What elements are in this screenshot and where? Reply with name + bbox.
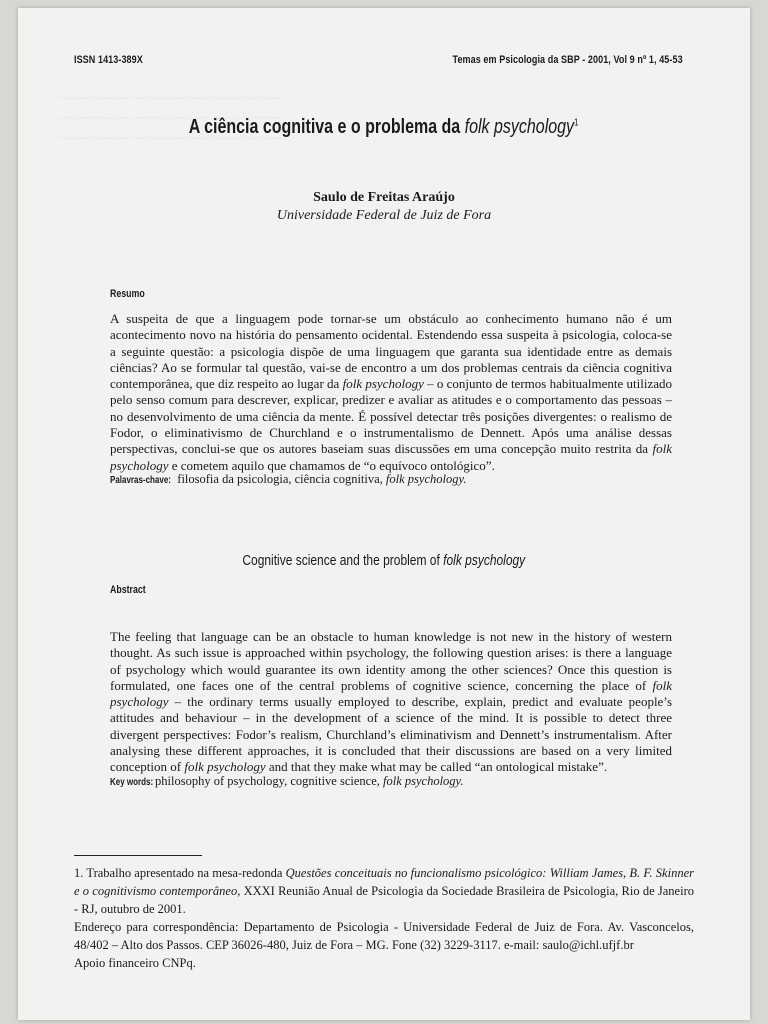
author-name: Saulo de Freitas Araújo bbox=[313, 190, 455, 205]
footnote-divider bbox=[74, 855, 202, 856]
footnote-funding: Apoio financeiro CNPq. bbox=[74, 956, 196, 970]
title-italic: folk psychology bbox=[465, 116, 575, 138]
resumo-heading: Resumo bbox=[110, 288, 145, 300]
english-title-main: Cognitive science and the problem of bbox=[242, 552, 441, 569]
footnote-correspondence: Endereço para correspondência: Departamento de Psicologia - Universidade Federal de Juiz de Fora. Av. Vasconcelos, 48/402 – Alto dos Passos. CEP 36026-480, Juiz de Fora – MG. Fone (32) 3229-3117. e-mail: saulo@ichl.ufjf.br bbox=[74, 920, 694, 952]
abstract-italic: folk psychology bbox=[184, 759, 266, 775]
footnote-1 bbox=[74, 864, 694, 918]
article-title bbox=[18, 116, 750, 139]
title-main: A ciência cognitiva e o problema da bbox=[189, 116, 461, 138]
abstract-italic: folk psychology bbox=[110, 677, 672, 710]
key-words-italic: folk psychology. bbox=[383, 774, 464, 788]
english-title bbox=[18, 552, 750, 569]
issn-label: ISSN 1413-389X bbox=[74, 54, 143, 66]
palavras-chave-text: filosofia da psicologia, ciência cognitiva, bbox=[174, 472, 386, 486]
resumo-text-part: – o conjunto de termos habitualmente utilizado pelo senso comum para descrever, explicar, predizer e avaliar as atitudes e o comportamento das pessoas – no desenvolvimento de uma ciência da mente. É possível detectar três posições divergentes: o realismo de Fodor, o eliminativismo de Churchland e o instrumentalismo de Dennett. Após uma análise dessas perspectivas, conclui-se que os autores baseiam suas discussões em uma concepção muito restrita da bbox=[110, 376, 672, 457]
bleed-through-left: ~~~~~~~~~~~~~~~~~~~~~~~~~~~~~~~~ ~~~~~~~~~~~~~~~~~~~~~~~~~~~~~~~~ ~~~~~~~~~~~~~~~~~~~~~~~~~~~~~~~~ bbox=[58, 90, 284, 145]
abstract-heading: Abstract bbox=[110, 584, 146, 596]
footnote-1-italic: Questões conceituais no funcionalismo psicológico: William James, B. F. Skinner e o cognitivismo contemporâneo bbox=[74, 866, 694, 898]
footnote-1-text: , XXXI Reunião Anual de Psicologia da Sociedade Brasileira de Psicologia, Rio de Janeiro - RJ, outubro de 2001. bbox=[74, 884, 694, 916]
resumo-text-part: A suspeita de que a linguagem pode tornar-se um obstáculo ao conhecimento humano não é um acontecimento novo na história do pensamento ocidental. Estendendo essa suspeita à psicologia, coloca-se a seguinte questão: a psicologia dispõe de uma linguagem que garanta sua identidade entre as demais ciências? Ao se formular tal questão, vai-se de encontro a um dos problemas centrais da ciência cognitiva contemporânea, que diz respeito ao lugar da bbox=[110, 311, 672, 392]
journal-citation: Temas em Psicologia da SBP - 2001, Vol 9 nº 1, 45-53 bbox=[452, 54, 683, 66]
key-words bbox=[110, 774, 672, 789]
palavras-chave-label: Palavras-chave: bbox=[110, 475, 171, 486]
palavras-chave bbox=[110, 472, 672, 487]
author-affiliation: Universidade Federal de Juiz de Fora bbox=[276, 208, 492, 223]
english-title-italic: folk psychology bbox=[443, 552, 526, 569]
footnote-1-text: 1. Trabalho apresentado na mesa-redonda bbox=[74, 866, 286, 880]
abstract-text-part: – the ordinary terms usually employed to describe, explain, predict and evaluate people’s attitudes and behaviour – in the development of a science of the mind. It is possible to detect three divergent perspectives: Fodor’s realism, Churchland’s eliminativism and Dennett’s instrumentalism. After analysing these different approaches, it is concluded that their discussions are based on a very limited conception of bbox=[110, 694, 672, 775]
abstract-text-part: The feeling that language can be an obstacle to human knowledge is not new in the history of western thought. As such issue is approached within psychology, the following question arises: is there a language of psychology which would guarantee its own identity among the other sciences? Once this question is formulated, one faces one of the central problems of cognitive science, concerning the place of bbox=[110, 629, 672, 693]
key-words-text: philosophy of psychology, cognitive science, bbox=[151, 774, 383, 788]
title-footnote-mark: 1 bbox=[574, 117, 579, 129]
resumo-text bbox=[110, 311, 672, 474]
abstract-text-part: and that they make what may be called “an ontological mistake”. bbox=[265, 759, 608, 775]
abstract-text bbox=[110, 629, 672, 776]
paper-page bbox=[18, 8, 750, 1020]
palavras-chave-italic: folk psychology. bbox=[385, 472, 467, 486]
key-words-label: Key words: bbox=[110, 777, 154, 788]
resumo-italic: folk psychology bbox=[110, 441, 672, 473]
resumo-italic: folk psychology bbox=[342, 376, 424, 392]
resumo-text-part: e cometem aquilo que chamamos de “o equívoco ontológico”. bbox=[168, 457, 495, 473]
